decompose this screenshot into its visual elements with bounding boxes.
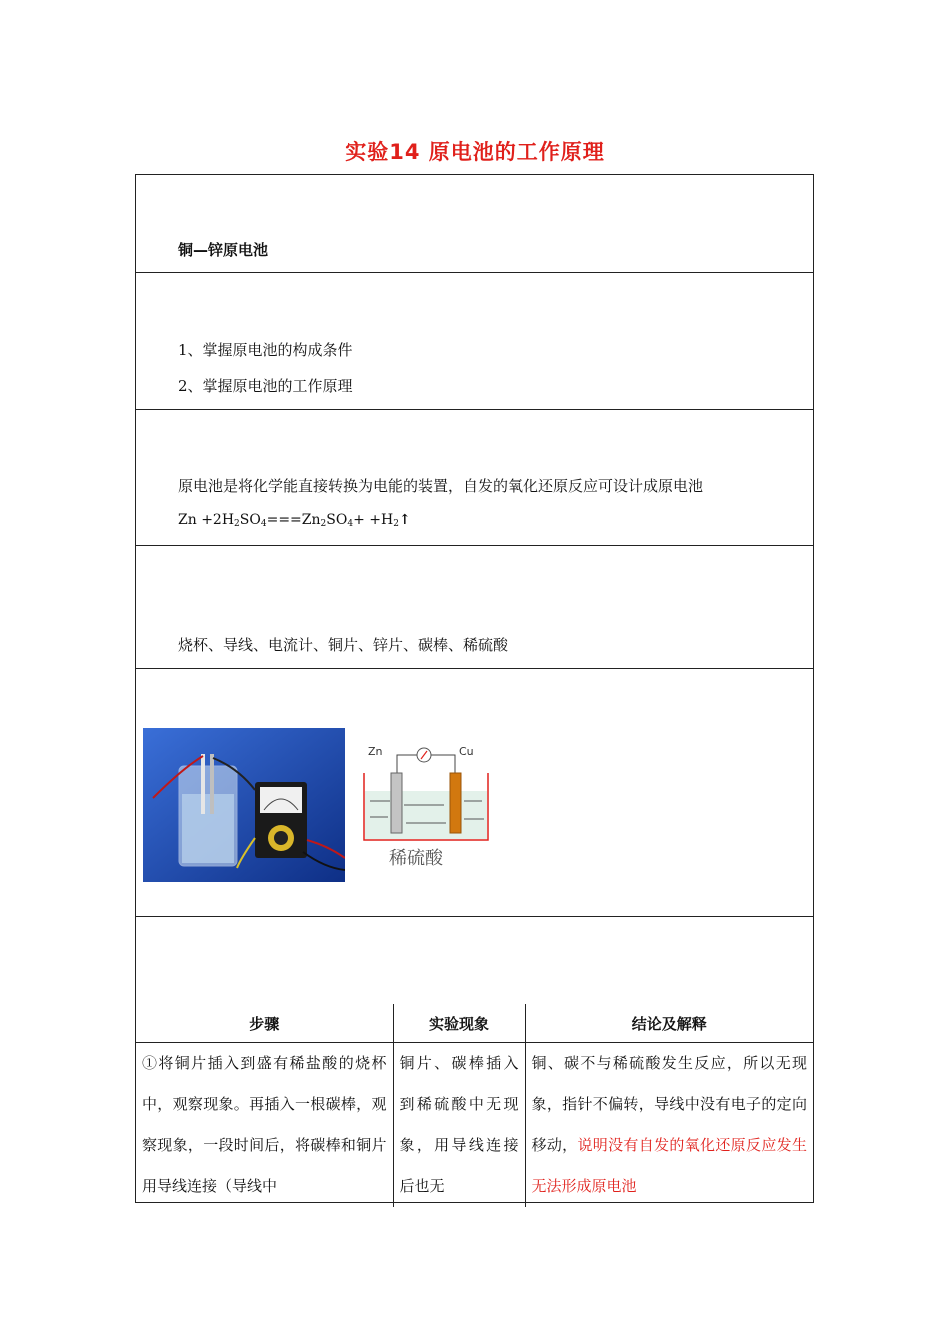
- apparatus-photo: [143, 728, 345, 882]
- copper-electrode: [450, 773, 461, 833]
- svg-text:稀硫酸: 稀硫酸: [389, 848, 443, 869]
- column-header: 结论及解释: [525, 1004, 813, 1043]
- step-cell: ①将铜片插入到盛有稀盐酸的烧杯中，观察现象。再插入一根碳棒，观察现象，一段时间后，将碳棒和铜片用导线连接（导线中: [136, 1043, 393, 1208]
- column-header: 步骤: [136, 1004, 393, 1043]
- goal-item: 1、掌握原电池的构成条件: [178, 341, 353, 359]
- reaction-equation: $Zn +2H_2SO_4===Zn_2SO_4+$ $+H_2↑$: [178, 512, 411, 529]
- section-principle: [136, 410, 813, 546]
- procedure-table: [136, 1004, 813, 1207]
- principle-text: 原电池是将化学能直接转换为电能的装置，自发的氧化还原反应可设计成原电池: [178, 477, 704, 495]
- section-materials: [136, 546, 813, 669]
- page-title: 实验14 原电池的工作原理: [345, 140, 605, 164]
- section-goals: [136, 273, 813, 410]
- experiment-name: 铜—锌原电池: [178, 241, 269, 259]
- goal-item: 2、掌握原电池的工作原理: [178, 377, 353, 395]
- column-header: 实验现象: [393, 1004, 525, 1043]
- svg-text:Cu: Cu: [459, 745, 474, 758]
- table-header-row: [136, 1004, 813, 1043]
- section-name: [136, 175, 813, 273]
- materials-list: 烧杯、导线、电流计、铜片、锌片、碳棒、稀硫酸: [178, 636, 509, 654]
- galvanic-cell-diagram: [360, 743, 500, 883]
- phenomenon-cell: 铜片、碳棒插入到稀硫酸中无现象，用导线连接后也无: [393, 1043, 525, 1208]
- svg-text:Zn: Zn: [368, 745, 383, 758]
- table-row: [136, 1043, 813, 1208]
- zinc-electrode: [391, 773, 402, 833]
- conclusion-cell: 铜、碳不与稀硫酸发生反应，所以无现象，指针不偏转，导线中没有电子的定向移动，说明没有自发的氧化还原反应发生无法形成原电池: [525, 1043, 813, 1208]
- experiment-frame: [135, 174, 814, 1203]
